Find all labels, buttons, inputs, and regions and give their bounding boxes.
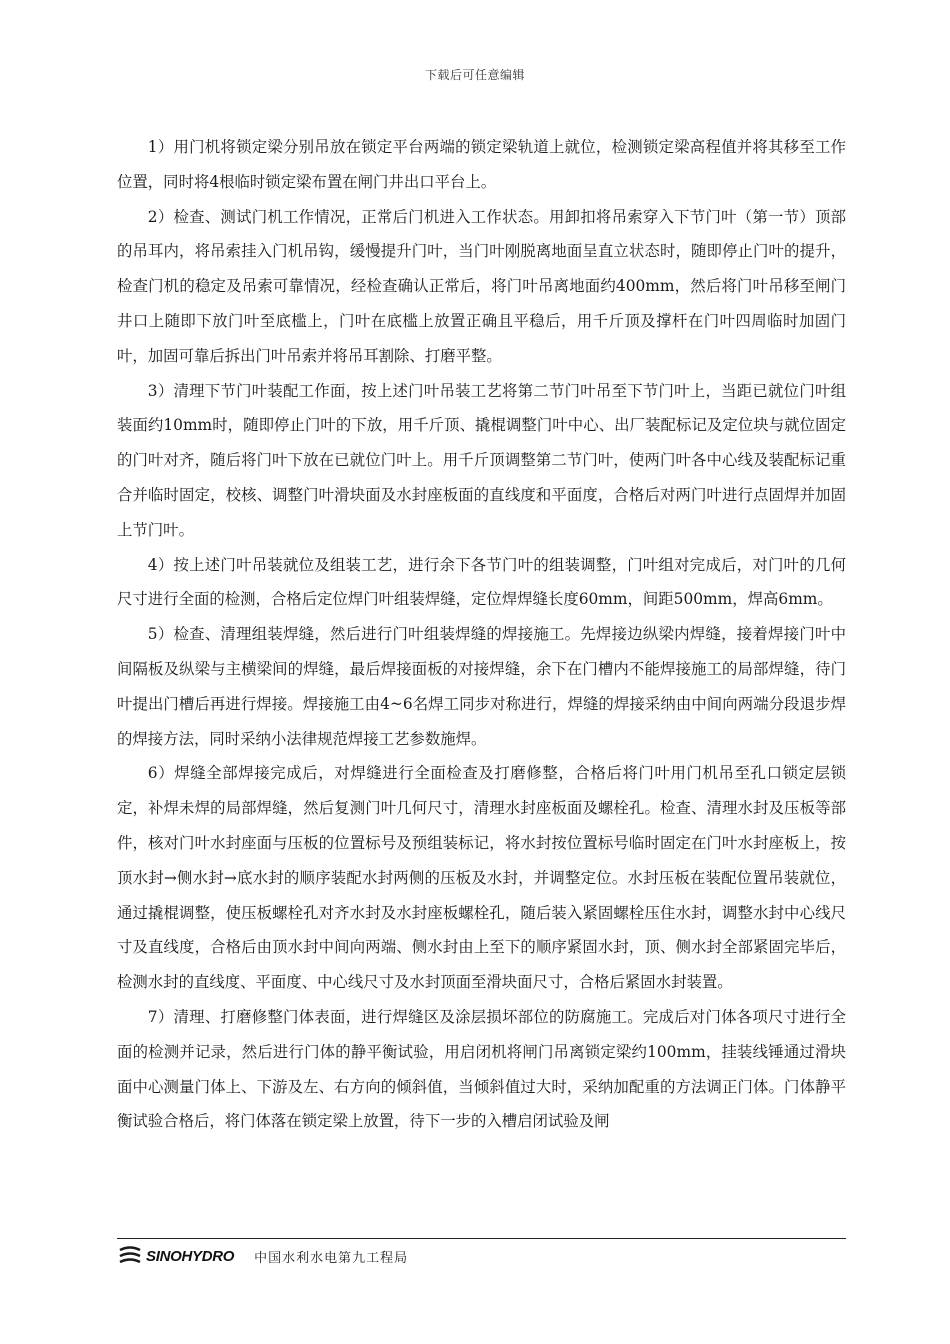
footer-divider xyxy=(117,1238,846,1239)
document-body xyxy=(117,130,846,1139)
page-header: 下载后可任意编辑 xyxy=(424,68,525,82)
paragraph-3: 3）清理下节门叶装配工作面，按上述门叶吊装工艺将第二节门叶吊至下节门叶上，当距已就位门叶组装面约10mm时，随即停止门叶的下放，用千斤顶、撬棍调整门叶中心、出厂装配标记及定位块与就位固定的门叶对齐，随后将门叶下放在已就位门叶上。用千斤顶调整第二节门叶，使两门叶各中心线及装配标记重合并临时固定，校核、调整门叶滑块面及水封座板面的直线度和平面度，合格后对两门叶进行点固焊并加固上节门叶。 xyxy=(117,381,846,539)
paragraph-7: 7）清理、打磨修整门体表面，进行焊缝区及涂层损坏部位的防腐施工。完成后对门体各项尺寸进行全面的检测并记录，然后进行门体的静平衡试验，用启闭机将闸门吊离锁定梁约100mm，挂装线锤通过滑块面中心测量门体上、下游及左、右方向的倾斜值，当倾斜值过大时，采纳加配重的方法调正门体。门体静平衡试验合格后，将门体落在锁定梁上放置，待下一步的入槽启闭试验及闸 xyxy=(117,1007,846,1131)
paragraph-6: 6）焊缝全部焊接完成后，对焊缝进行全面检查及打磨修整，合格后将门叶用门机吊至孔口锁定层锁定，补焊未焊的局部焊缝，然后复测门叶几何尺寸，清理水封座板面及螺栓孔。检查、清理水封及压板等部件，核对门叶水封座面与压板的位置标号及预组装标记，将水封按位置标号临时固定在门叶水封座板上，按顶水封→侧水封→底水封的顺序装配水封两侧的压板及水封，并调整定位。水封压板在装配位置吊装就位，通过撬棍调整，使压板螺栓孔对齐水封及水封座板螺栓孔，随后装入紧固螺栓压住水封，调整水封中心线尺寸及直线度，合格后由顶水封中间向两端、侧水封由上至下的顺序紧固水封，顶、侧水封全部紧固完毕后，检测水封的直线度、平面度、中心线尺寸及水封顶面至滑块面尺寸，合格后紧固水封装置。 xyxy=(117,764,846,992)
paragraph-2: 2）检查、测试门机工作情况，正常后门机进入工作状态。用卸扣将吊索穿入下节门叶（第一节）顶部的吊耳内，将吊索挂入门机吊钩，缓慢提升门叶，当门叶刚脱离地面呈直立状态时，随即停止门叶的提升，检查门机的稳定及吊索可靠情况，经检查确认正常后，将门叶吊离地面约400mm，然后将门叶吊移至闸门井口上随即下放门叶至底槛上，门叶在底槛上放置正确且平稳后，用千斤顶及撑杆在门叶四周临时加固门叶，加固可靠后拆出门叶吊索并将吊耳割除、打磨平整。 xyxy=(117,207,846,365)
logo-wordmark: SINOHYDRO xyxy=(146,1247,235,1265)
paragraph-1: 1）用门机将锁定梁分别吊放在锁定平台两端的锁定梁轨道上就位，检测锁定梁高程值并将其移至工作位置，同时将4根临时锁定梁布置在闸门井出口平台上。 xyxy=(117,138,846,191)
sinohydro-logo xyxy=(117,1245,234,1267)
page-footer xyxy=(117,1244,408,1268)
sinohydro-emblem-icon xyxy=(117,1245,143,1267)
paragraph-5: 5）检查、清理组装焊缝，然后进行门叶组装焊缝的焊接施工。先焊接边纵梁内焊缝，接着焊接门叶中间隔板及纵梁与主横梁间的焊缝，最后焊接面板的对接焊缝，余下在门槽内不能焊接施工的局部焊缝，待门叶提出门槽后再进行焊接。焊接施工由4~6名焊工同步对称进行，焊缝的焊接采纳由中间向两端分段退步焊的焊接方法，同时采纳小法律规范焊接工艺参数施焊。 xyxy=(117,625,846,748)
paragraph-4: 4）按上述门叶吊装就位及组装工艺，进行余下各节门叶的组装调整，门叶组对完成后，对门叶的几何尺寸进行全面的检测，合格后定位焊门叶组装焊缝，定位焊焊缝长度60mm，间距500mm，焊高6mm。 xyxy=(117,555,846,609)
company-name: 中国水利水电第九工程局 xyxy=(254,1250,409,1266)
